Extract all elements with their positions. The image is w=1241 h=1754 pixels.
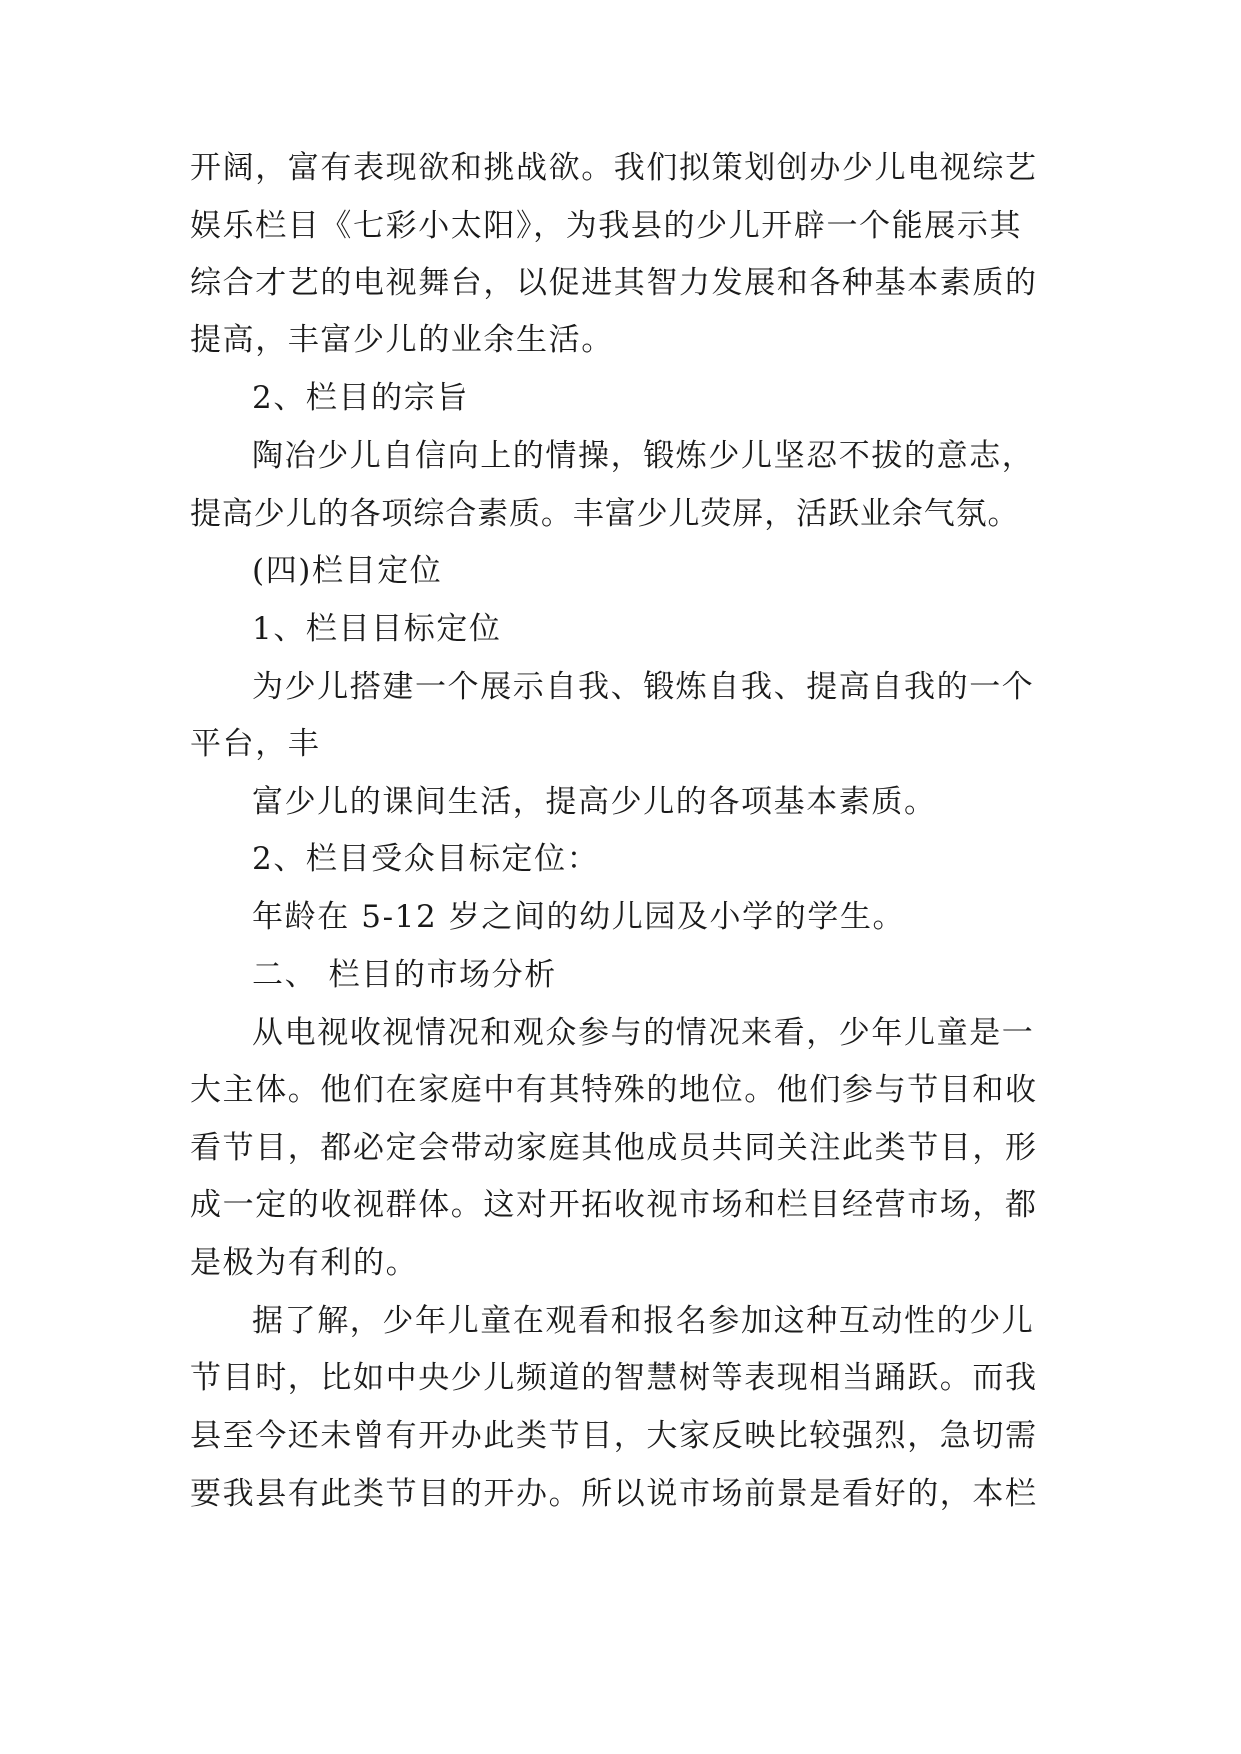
section-heading: 二、 栏目的市场分析 bbox=[252, 957, 557, 993]
paragraph-line: 县至今还未曾有开办此类节目，大家反映比较强烈，急切需 bbox=[190, 1418, 1038, 1454]
paragraph-line: 大主体。他们在家庭中有其特殊的地位。他们参与节目和收 bbox=[190, 1072, 1038, 1108]
paragraph-line: 节目时，比如中央少儿频道的智慧树等表现相当踊跃。而我 bbox=[190, 1360, 1038, 1396]
paragraph-line: 提高，丰富少儿的业余生活。 bbox=[190, 322, 614, 358]
paragraph-line: 为少儿搭建一个展示自我、锻炼自我、提高自我的一个 bbox=[252, 669, 1035, 705]
paragraph-line: 年龄在 5-12 岁之间的幼儿园及小学的学生。 bbox=[252, 899, 906, 935]
paragraph-line: 是极为有利的。 bbox=[190, 1245, 419, 1281]
section-heading: 2、栏目受众目标定位： bbox=[252, 841, 600, 877]
paragraph-line: 成一定的收视群体。这对开拓收视市场和栏目经营市场，都 bbox=[190, 1187, 1038, 1223]
paragraph-line: 要我县有此类节目的开办。所以说市场前景是看好的，本栏 bbox=[190, 1476, 1038, 1512]
paragraph-line: 陶冶少儿自信向上的情操，锻炼少儿坚忍不拔的意志， bbox=[252, 438, 1035, 474]
paragraph-line: 富少儿的课间生活，提高少儿的各项基本素质。 bbox=[252, 784, 937, 820]
paragraph-line: 平台，丰 bbox=[190, 726, 321, 762]
paragraph-line: 看节目，都必定会带动家庭其他成员共同关注此类节目，形 bbox=[190, 1130, 1038, 1166]
section-heading: (四)栏目定位 bbox=[252, 553, 443, 589]
paragraph-line: 据了解，少年儿童在观看和报名参加这种互动性的少儿 bbox=[252, 1303, 1035, 1339]
paragraph-line: 娱乐栏目《七彩小太阳》，为我县的少儿开辟一个能展示其 bbox=[190, 208, 1023, 244]
paragraph-line: 开阔，富有表现欲和挑战欲。我们拟策划创办少儿电视综艺 bbox=[190, 150, 1038, 186]
paragraph-line: 从电视收视情况和观众参与的情况来看，少年儿童是一 bbox=[252, 1015, 1035, 1051]
section-heading: 2、栏目的宗旨 bbox=[252, 380, 469, 416]
section-heading: 1、栏目目标定位 bbox=[252, 611, 502, 647]
paragraph-line: 提高少儿的各项综合素质。丰富少儿荧屏，活跃业余气氛。 bbox=[190, 496, 1020, 532]
paragraph-line: 综合才艺的电视舞台，以促进其智力发展和各种基本素质的 bbox=[190, 265, 1038, 301]
